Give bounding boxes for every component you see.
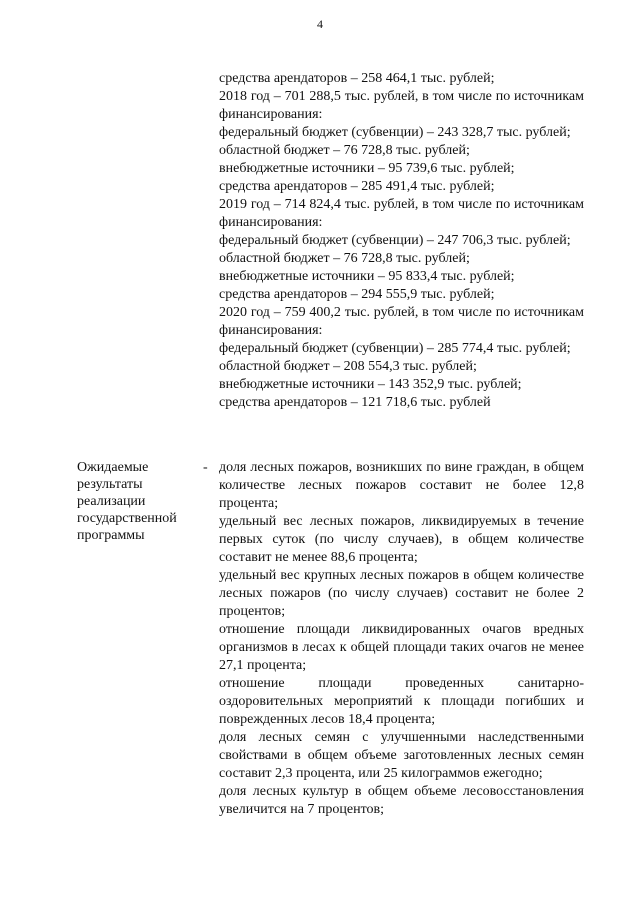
page-number: 4 (317, 17, 323, 31)
result-item: удельный вес лесных пожаров, ликвидируемых в течение первых суток (по числу случаев), в общем количестве составит не менее 88,6 процента; (219, 514, 584, 565)
funding-line: средства арендаторов – 285 491,4 тыс. рублей; (219, 179, 495, 194)
funding-line: 2018 год – 701 288,5 тыс. рублей, в том числе по источникам финансирования: (219, 89, 584, 122)
funding-line: внебюджетные источники – 95 833,4 тыс. рублей; (219, 269, 515, 284)
funding-line: федеральный бюджет (субвенции) – 247 706,3 тыс. рублей; (219, 233, 571, 248)
result-item: доля лесных семян с улучшенными наследственными свойствами в общем объеме заготовленных лесных семян составит 2,3 процента, или 25 килограммов ежегодно; (219, 730, 584, 781)
funding-line: федеральный бюджет (субвенции) – 285 774,4 тыс. рублей; (219, 341, 571, 356)
result-item: доля лесных культур в общем объеме лесовосстановления увеличится на 7 процентов; (219, 784, 584, 817)
funding-line: внебюджетные источники – 143 352,9 тыс. рублей; (219, 377, 522, 392)
result-item: отношение площади проведенных санитарно-оздоровительных мероприятий к площади погибших и поврежденных лесов 18,4 процента; (219, 676, 584, 727)
results-list (219, 459, 584, 819)
funding-line: средства арендаторов – 294 555,9 тыс. рублей; (219, 287, 495, 302)
results-section-label: Ожидаемые результаты реализации государственной программы (77, 460, 177, 543)
funding-line: 2020 год – 759 400,2 тыс. рублей, в том числе по источникам финансирования: (219, 305, 584, 338)
funding-line: областной бюджет – 208 554,3 тыс. рублей; (219, 359, 477, 374)
funding-line: средства арендаторов – 121 718,6 тыс. рублей (219, 395, 491, 410)
section-dash: - (203, 460, 208, 475)
result-item: отношение площади ликвидированных очагов вредных организмов в лесах к общей площади таких очагов не менее 27,1 процента; (219, 622, 584, 673)
funding-line: внебюджетные источники – 95 739,6 тыс. рублей; (219, 161, 515, 176)
funding-line: 2019 год – 714 824,4 тыс. рублей, в том числе по источникам финансирования: (219, 197, 584, 230)
result-item: удельный вес крупных лесных пожаров в общем количестве лесных пожаров (по числу случаев) составит не более 2 процентов; (219, 568, 584, 619)
funding-block (219, 70, 584, 412)
funding-line: федеральный бюджет (субвенции) – 243 328,7 тыс. рублей; (219, 125, 571, 140)
funding-line: областной бюджет – 76 728,8 тыс. рублей; (219, 143, 470, 158)
funding-line: областной бюджет – 76 728,8 тыс. рублей; (219, 251, 470, 266)
result-item: доля лесных пожаров, возникших по вине граждан, в общем количестве лесных пожаров составит не более 12,8 процента; (219, 460, 584, 511)
funding-line: средства арендаторов – 258 464,1 тыс. рублей; (219, 71, 495, 86)
